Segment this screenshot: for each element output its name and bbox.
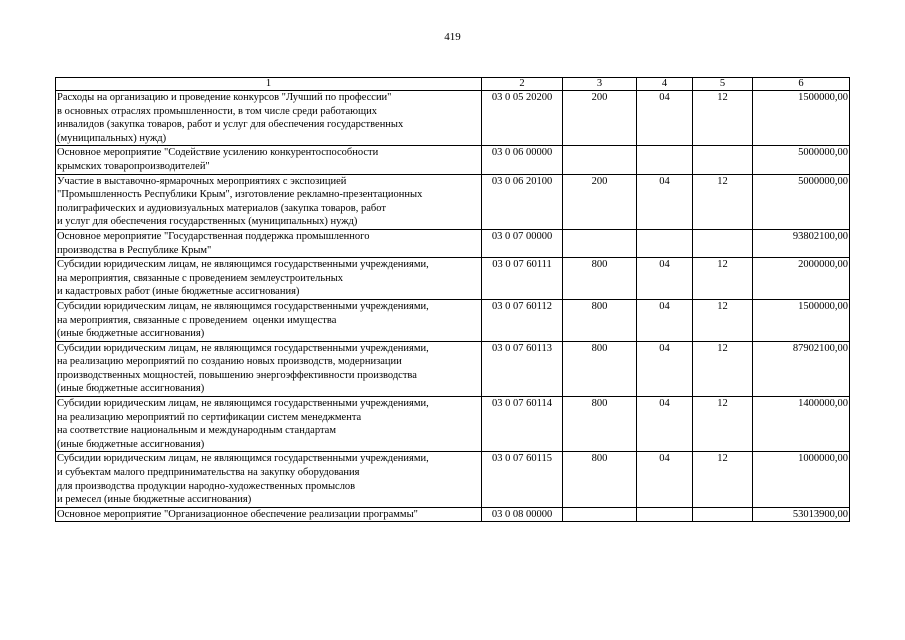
row-description: Субсидии юридическим лицам, не являющимся государственными учреждениями, на мероприятия, связанные с проведением оценки имущества (иные бюджетные ассигнования) (56, 299, 482, 341)
table-row (56, 91, 850, 146)
row-subsection: 12 (693, 397, 753, 452)
table-row (56, 299, 850, 341)
table-header-row (56, 78, 850, 91)
row-description: Участие в выставочно-ярмарочных мероприятиях с экспозицией "Промышленность Республики Крым", изготовление рекламно-презентационных полиграфических и аудиовизуальных материалов (закупка товаров, работ и услуг для обеспечения государственных (муниципальных) нужд) (56, 174, 482, 229)
row-target-code: 03 0 06 20100 (482, 174, 563, 229)
row-expense-type (563, 146, 637, 174)
row-subsection: 12 (693, 258, 753, 300)
row-section: 04 (637, 174, 693, 229)
table-body (56, 78, 850, 522)
row-description: Расходы на организацию и проведение конкурсов "Лучший по профессии" в основных отраслях промышленности, в том числе среди работающих инвалидов (закупка товаров, работ и услуг для обеспечения государственных (муниципальных) нужд) (56, 91, 482, 146)
row-description: Субсидии юридическим лицам, не являющимся государственными учреждениями, на мероприятия, связанные с проведением землеустроительных и кадастровых работ (иные бюджетные ассигнования) (56, 258, 482, 300)
row-subsection (693, 146, 753, 174)
row-subsection: 12 (693, 299, 753, 341)
row-description: Субсидии юридическим лицам, не являющимся государственными учреждениями, на реализацию мероприятий по созданию новых производств, модернизации производственных мощностей, повышению энергоэффективности производства (иные бюджетные ассигнования) (56, 341, 482, 396)
header-col-3: 3 (563, 78, 637, 91)
row-amount: 1500000,00 (753, 299, 850, 341)
row-target-code: 03 0 07 60111 (482, 258, 563, 300)
row-expense-type (563, 507, 637, 522)
row-amount: 5000000,00 (753, 174, 850, 229)
row-expense-type: 200 (563, 91, 637, 146)
budget-table (55, 77, 850, 522)
table-row (56, 258, 850, 300)
row-amount: 2000000,00 (753, 258, 850, 300)
row-section: 04 (637, 452, 693, 507)
table-row (56, 341, 850, 396)
header-col-6: 6 (753, 78, 850, 91)
row-target-code: 03 0 07 60113 (482, 341, 563, 396)
row-section (637, 229, 693, 257)
row-amount: 53013900,00 (753, 507, 850, 522)
table-row (56, 174, 850, 229)
row-section (637, 146, 693, 174)
row-amount: 93802100,00 (753, 229, 850, 257)
row-subsection: 12 (693, 174, 753, 229)
table-row (56, 507, 850, 522)
row-description: Основное мероприятие "Государственная поддержка промышленного производства в Республике Крым" (56, 229, 482, 257)
row-amount: 1400000,00 (753, 397, 850, 452)
row-section: 04 (637, 258, 693, 300)
row-subsection (693, 507, 753, 522)
row-target-code: 03 0 06 00000 (482, 146, 563, 174)
row-description: Субсидии юридическим лицам, не являющимся государственными учреждениями, на реализацию мероприятий по сертификации систем менеджмента на соответствие национальным и международным стандартам (иные бюджетные ассигнования) (56, 397, 482, 452)
row-section: 04 (637, 299, 693, 341)
header-col-5: 5 (693, 78, 753, 91)
row-expense-type: 200 (563, 174, 637, 229)
header-col-4: 4 (637, 78, 693, 91)
row-target-code: 03 0 05 20200 (482, 91, 563, 146)
table-row (56, 229, 850, 257)
row-description: Субсидии юридическим лицам, не являющимся государственными учреждениями, и субъектам малого предпринимательства на закупку оборудования для производства продукции народно-художественных промыслов и ремесел (иные бюджетные ассигнования) (56, 452, 482, 507)
row-target-code: 03 0 07 00000 (482, 229, 563, 257)
row-target-code: 03 0 08 00000 (482, 507, 563, 522)
row-target-code: 03 0 07 60112 (482, 299, 563, 341)
row-expense-type: 800 (563, 299, 637, 341)
row-subsection: 12 (693, 341, 753, 396)
row-section: 04 (637, 91, 693, 146)
row-expense-type: 800 (563, 258, 637, 300)
table-row (56, 146, 850, 174)
row-amount: 5000000,00 (753, 146, 850, 174)
row-description: Основное мероприятие "Содействие усилению конкурентоспособности крымских товаропроизводителей" (56, 146, 482, 174)
table-row (56, 397, 850, 452)
row-expense-type: 800 (563, 397, 637, 452)
page-number: 419 (444, 31, 461, 43)
row-amount: 1000000,00 (753, 452, 850, 507)
row-amount: 87902100,00 (753, 341, 850, 396)
row-section: 04 (637, 397, 693, 452)
row-section (637, 507, 693, 522)
row-expense-type: 800 (563, 452, 637, 507)
row-amount: 1500000,00 (753, 91, 850, 146)
row-target-code: 03 0 07 60115 (482, 452, 563, 507)
row-subsection: 12 (693, 91, 753, 146)
row-section: 04 (637, 341, 693, 396)
row-subsection: 12 (693, 452, 753, 507)
header-col-2: 2 (482, 78, 563, 91)
row-expense-type: 800 (563, 341, 637, 396)
header-col-1: 1 (56, 78, 482, 91)
row-target-code: 03 0 07 60114 (482, 397, 563, 452)
row-subsection (693, 229, 753, 257)
row-description: Основное мероприятие "Организационное обеспечение реализации программы" (56, 507, 482, 522)
row-expense-type (563, 229, 637, 257)
table-row (56, 452, 850, 507)
